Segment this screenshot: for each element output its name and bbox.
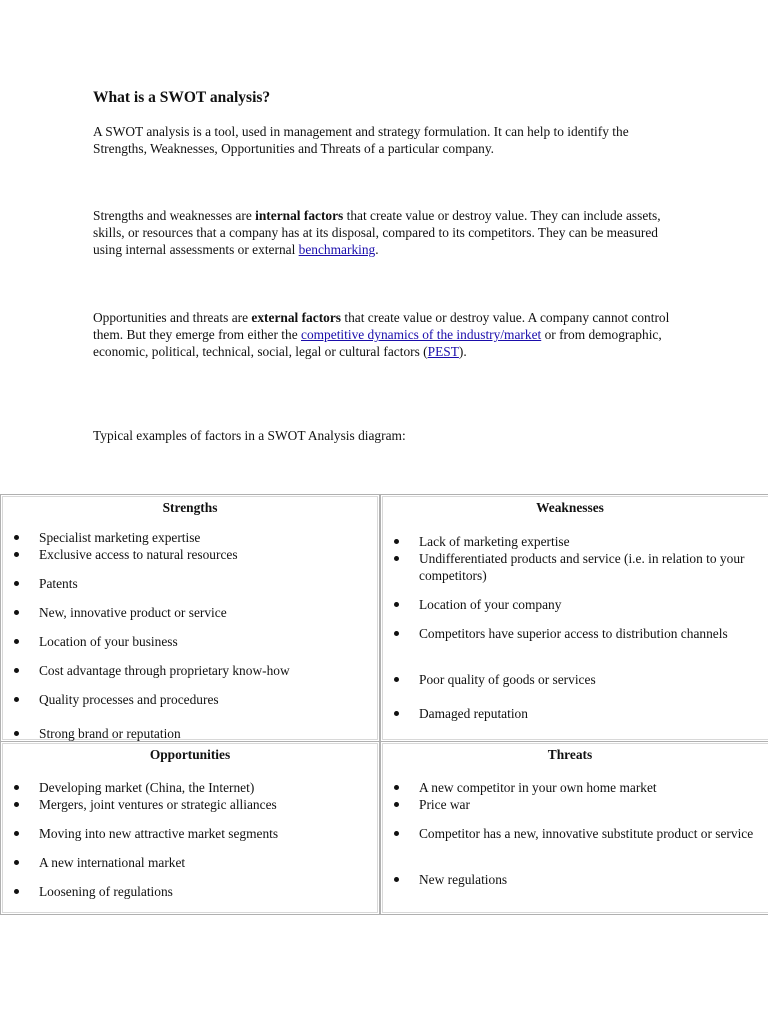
bullet-icon	[14, 831, 19, 836]
bullet-icon	[394, 539, 399, 544]
list-item-text: A new competitor in your own home market	[419, 780, 657, 795]
bullet-icon	[394, 831, 399, 836]
list-item	[419, 825, 768, 842]
list-item-text: Patents	[39, 576, 78, 591]
bullet-icon	[14, 802, 19, 807]
list-item-text: New, innovative product or service	[39, 605, 227, 620]
list-item-text: New regulations	[419, 872, 508, 887]
list-item-text: Moving into new attractive market segments	[39, 826, 279, 841]
list-item	[39, 825, 375, 842]
bullet-icon	[394, 602, 399, 607]
list-item	[39, 633, 375, 650]
list-item	[39, 575, 375, 592]
list-item-text: Competitors have superior access to distribution channels	[419, 626, 728, 641]
bullet-icon	[394, 677, 399, 682]
list-item	[39, 854, 375, 871]
list-item	[419, 550, 768, 584]
list-item-text: A new international market	[39, 855, 186, 870]
list-item-text: Specialist marketing expertise	[39, 530, 201, 545]
list-item-text: Price war	[419, 797, 470, 812]
list-item	[419, 705, 768, 722]
external-factors-paragraph	[93, 309, 683, 360]
list-item	[39, 662, 375, 679]
bullet-icon	[14, 697, 19, 702]
list-item	[39, 691, 375, 708]
bullet-icon	[394, 556, 399, 561]
list-item	[419, 779, 768, 796]
list-item	[39, 529, 375, 546]
list-item	[39, 546, 375, 563]
para2-text-middle2: or from demographic, economic, political, technical, social, legal or cultural factors (	[93, 327, 662, 359]
bullet-icon	[394, 802, 399, 807]
list-item-text: Poor quality of goods or services	[419, 672, 596, 687]
bullet-icon	[14, 785, 19, 790]
list-item	[419, 796, 768, 813]
para2-text-end: ).	[458, 344, 467, 359]
opportunities-cell	[0, 741, 380, 915]
list-item	[419, 533, 768, 550]
page-title: What is a SWOT analysis?	[93, 89, 271, 106]
competitive-dynamics-link[interactable]: competitive dynamics of the industry/market	[301, 327, 542, 342]
bullet-icon	[14, 535, 19, 540]
list-item	[419, 596, 768, 613]
typical-examples-text: Typical examples of factors in a SWOT Analysis diagram:	[93, 428, 406, 443]
internal-factors-bold: internal factors	[255, 208, 344, 223]
para1-text-middle: that create value or destroy value. They can include assets, skills, or resources that a company has at its disposal, compared to its competitors. They can be measured using internal assessments or external	[93, 208, 661, 257]
list-item-text: Competitor has a new, innovative substitute product or service	[419, 826, 754, 841]
list-item	[39, 604, 375, 621]
threats-cell	[380, 741, 768, 915]
bullet-icon	[394, 785, 399, 790]
bullet-icon	[394, 631, 399, 636]
weaknesses-heading: Weaknesses	[536, 500, 604, 515]
bullet-icon	[14, 860, 19, 865]
para1-text-start: Strengths and weaknesses are	[93, 208, 256, 223]
bullet-icon	[14, 581, 19, 586]
bullet-icon	[14, 731, 19, 736]
list-item	[39, 883, 375, 900]
para2-text-start: Opportunities and threats are	[93, 310, 252, 325]
list-item	[39, 796, 375, 813]
bullet-icon	[14, 889, 19, 894]
bullet-icon	[14, 552, 19, 557]
list-item-text: Undifferentiated products and service (i.e. in relation to your competitors)	[419, 551, 745, 583]
list-item-text: Strong brand or reputation	[39, 726, 181, 741]
benchmarking-link[interactable]: benchmarking	[298, 242, 376, 257]
bullet-icon	[14, 639, 19, 644]
list-item	[39, 725, 375, 742]
list-item	[419, 625, 768, 642]
pest-link[interactable]: PEST	[427, 344, 459, 359]
opportunities-heading: Opportunities	[149, 747, 231, 762]
external-factors-bold: external factors	[251, 310, 342, 325]
list-item-text: Loosening of regulations	[39, 884, 173, 899]
list-item-text: Damaged reputation	[419, 706, 528, 721]
weaknesses-cell	[380, 494, 768, 742]
bullet-icon	[14, 668, 19, 673]
bullet-icon	[14, 610, 19, 615]
list-item	[419, 871, 768, 888]
strengths-cell	[0, 494, 380, 742]
para2-text-middle: that create value or destroy value. A company cannot control them. But they emerge from either the	[93, 310, 670, 342]
strengths-heading: Strengths	[162, 500, 218, 515]
list-item-text: Location of your company	[419, 597, 562, 612]
threats-heading: Threats	[547, 747, 593, 762]
intro-paragraph: A SWOT analysis is a tool, used in management and strategy formulation. It can help to identify the Strengths, Weaknesses, Opportunities and Threats of a particular company.	[93, 124, 629, 156]
list-item-text: Exclusive access to natural resources	[39, 547, 238, 562]
list-item-text: Developing market (China, the Internet)	[39, 780, 255, 795]
list-item-text: Location of your business	[39, 634, 178, 649]
list-item-text: Lack of marketing expertise	[419, 534, 570, 549]
list-item	[39, 779, 375, 796]
list-item-text: Mergers, joint ventures or strategic alliances	[39, 797, 277, 812]
list-item-text: Quality processes and procedures	[39, 692, 219, 707]
bullet-icon	[394, 711, 399, 716]
internal-factors-paragraph	[93, 207, 683, 258]
list-item	[419, 671, 768, 688]
list-item-text: Cost advantage through proprietary know-how	[39, 663, 290, 678]
para1-text-end: .	[375, 242, 379, 257]
bullet-icon	[394, 877, 399, 882]
